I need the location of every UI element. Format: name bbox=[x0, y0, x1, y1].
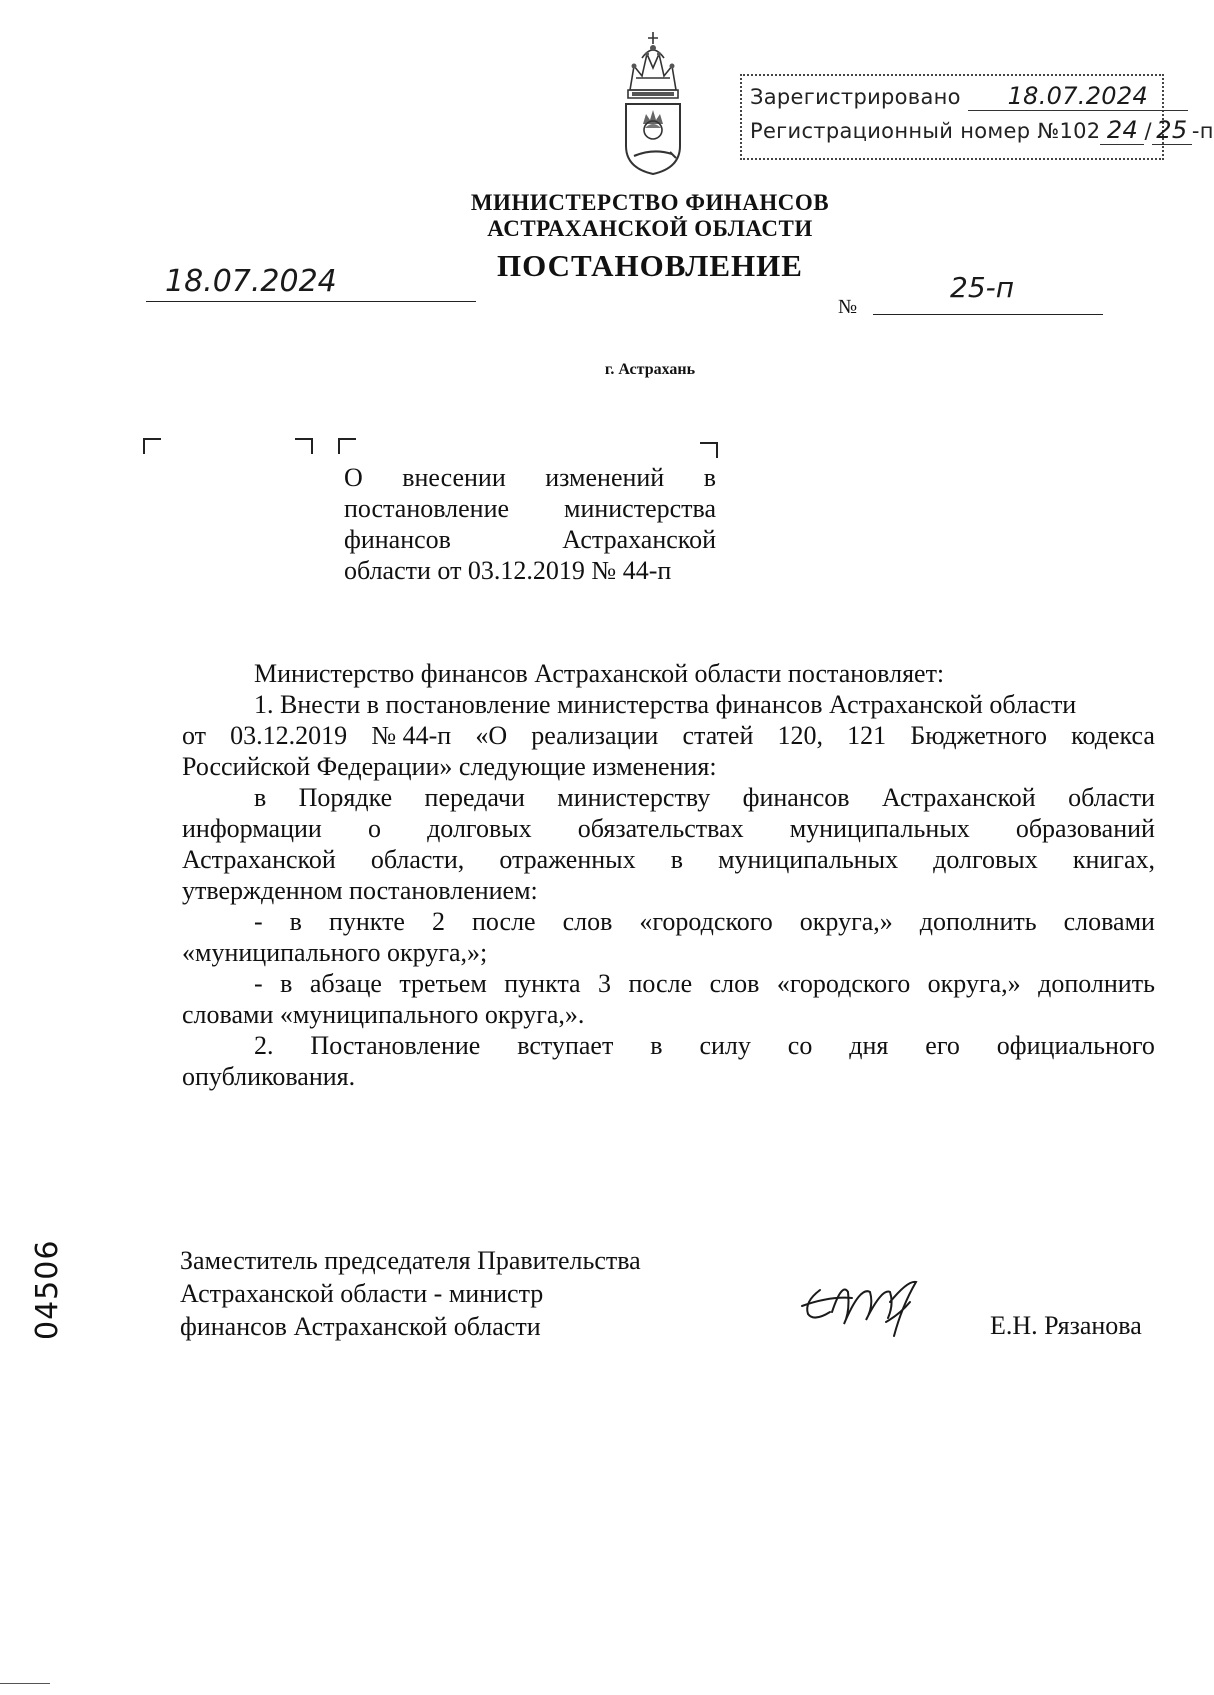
registration-stamp: Зарегистрировано 18.07.2024 Регистрационный номер №102 24 / 25 -п bbox=[740, 74, 1164, 160]
document-date: 18.07.2024 bbox=[165, 264, 337, 299]
footer-mark-line bbox=[0, 1683, 50, 1684]
city-name: г. Астрахань bbox=[604, 361, 696, 378]
clause-2-line-2: опубликования. bbox=[182, 1062, 356, 1091]
document-number: 25-п bbox=[950, 271, 1015, 304]
signer-name: Е.Н. Рязанова bbox=[990, 1311, 1142, 1340]
subject-line-4: области от 03.12.2019 № 44-п bbox=[344, 556, 672, 585]
stamp-reg-number-suffix: -п bbox=[1191, 119, 1214, 143]
clause-1-line-3: Российской Федерации» следующие изменения: bbox=[182, 752, 717, 781]
ministry-name-line1: МИНИСТЕРСТВО ФИНАНСОВ bbox=[470, 190, 830, 215]
signatory-title-line2: Астраханской области - министр bbox=[180, 1279, 544, 1308]
clause-1b-line-1: - в пункте 2 после слов «городского округа,» дополнить словами bbox=[254, 907, 1155, 936]
stamp-reg-number-hand-2: 25 bbox=[1152, 116, 1192, 145]
subject-line-1: О внесении изменений в bbox=[344, 463, 716, 492]
clause-1a-line-3: Астраханской области, отраженных в муниципальных долговых книгах, bbox=[182, 845, 1155, 874]
number-underline bbox=[873, 314, 1103, 315]
stamp-registered-date: 18.07.2024 bbox=[968, 82, 1188, 111]
document-type-title: ПОСТАНОВЛЕНИЕ bbox=[497, 248, 803, 283]
stamp-reg-number-hand-1: 24 bbox=[1100, 116, 1144, 145]
handwritten-signature bbox=[790, 1262, 940, 1342]
clause-1-line-2: от 03.12.2019 № 44-п «О реализации статей 120, 121 Бюджетного кодекса bbox=[182, 721, 1155, 750]
clause-1-line-1: 1. Внести в постановление министерства финансов Астраханской области bbox=[254, 690, 1077, 719]
body-intro: Министерство финансов Астраханской области постановляет: bbox=[254, 659, 945, 688]
date-underline bbox=[146, 301, 476, 302]
subject-line-3: финансов Астраханской bbox=[344, 525, 716, 554]
number-sign: № bbox=[838, 296, 858, 318]
clause-1c-line-1: - в абзаце третьем пункта 3 после слов «городского округа,» дополнить bbox=[254, 969, 1155, 998]
document-subject bbox=[344, 462, 716, 586]
signatory-title bbox=[180, 1244, 641, 1343]
coat-of-arms-emblem bbox=[612, 28, 694, 178]
corner-bracket-top-right bbox=[295, 438, 313, 454]
corner-bracket-top-left bbox=[143, 438, 161, 454]
clause-1b-line-2: «муниципального округа,»; bbox=[182, 938, 488, 967]
subject-bracket-top-right bbox=[700, 442, 718, 458]
clause-1a-line-2: информации о долговых обязательствах муниципальных образований bbox=[182, 814, 1155, 843]
signatory-title-line3: финансов Астраханской области bbox=[180, 1312, 541, 1341]
stamp-registered-label: Зарегистрировано bbox=[750, 85, 961, 109]
ministry-name-line2: АСТРАХАНСКОЙ ОБЛАСТИ bbox=[487, 216, 813, 241]
clause-1c-line-2: словами «муниципального округа,». bbox=[182, 1000, 585, 1029]
subject-line-2: постановление министерства bbox=[344, 494, 716, 523]
clause-1a-line-4: утвержденном постановлением: bbox=[182, 876, 538, 905]
side-serial-number: 04506 bbox=[30, 1239, 65, 1340]
clause-2-line-1: 2. Постановление вступает в силу со дня его официального bbox=[254, 1031, 1155, 1060]
subject-bracket-top-left bbox=[338, 438, 356, 454]
stamp-reg-number-label: Регистрационный номер №102 bbox=[750, 119, 1101, 143]
document-body bbox=[182, 658, 1155, 1092]
clause-1a-line-1: в Порядке передачи министерству финансов Астраханской области bbox=[254, 783, 1155, 812]
signatory-title-line1: Заместитель председателя Правительства bbox=[180, 1246, 641, 1275]
